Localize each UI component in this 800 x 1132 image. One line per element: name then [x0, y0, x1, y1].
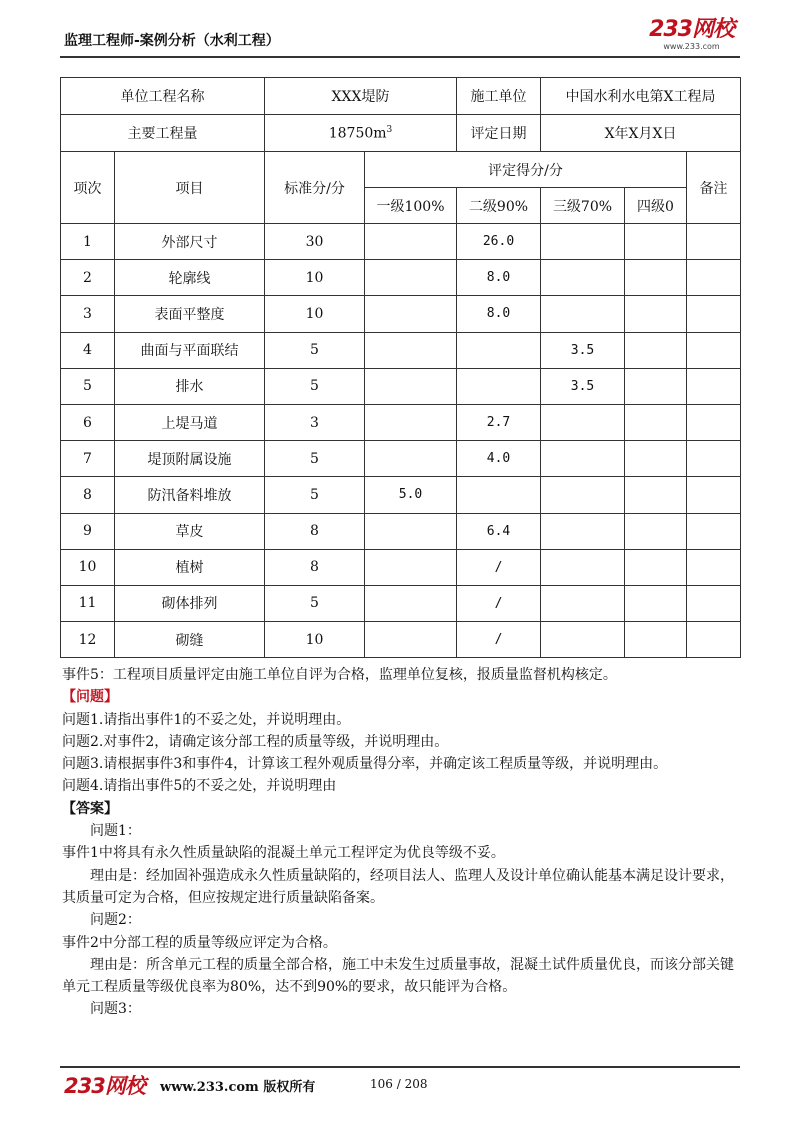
row-grade1-cell — [365, 296, 457, 332]
row-item-cell: 堤顶附属设施 — [115, 441, 265, 477]
row-grade1-cell — [365, 368, 457, 404]
row-grade4-cell — [625, 332, 687, 368]
row-remark-cell — [687, 224, 741, 260]
row-grade1-cell — [365, 441, 457, 477]
contractor-value: 中国水利水电第X工程局 — [541, 78, 741, 115]
row-seq-cell: 4 — [61, 332, 115, 368]
answer-1-reason: 理由是：经加固补强造成永久性质量缺陷的，经项目法人、监理人及设计单位确认能基本满足设计要求，其质量可定为合格，但应按规定进行质量缺陷备案。 — [62, 867, 734, 906]
row-grade4-cell — [625, 368, 687, 404]
row-grade4-cell — [625, 296, 687, 332]
quality-evaluation-table — [60, 77, 741, 658]
row-grade1-cell — [365, 332, 457, 368]
row-grade1-cell — [365, 404, 457, 440]
row-seq-cell: 2 — [61, 260, 115, 296]
col-header-grade1: 一级100% — [365, 188, 457, 224]
row-grade4-cell — [625, 585, 687, 621]
row-grade2-cell: 8.0 — [457, 296, 541, 332]
question-2: 问题2.对事件2，请确定该分部工程的质量等级，并说明理由。 — [62, 733, 449, 750]
row-grade3-cell — [541, 477, 625, 513]
table-row — [61, 477, 741, 513]
row-remark-cell — [687, 477, 741, 513]
row-remark-cell — [687, 404, 741, 440]
col-header-grade3: 三级70% — [541, 188, 625, 224]
row-grade2-cell: 6.4 — [457, 513, 541, 549]
row-grade3-cell — [541, 296, 625, 332]
row-item-cell: 排水 — [115, 368, 265, 404]
question-1: 问题1.请指出事件1的不妥之处，并说明理由。 — [62, 711, 351, 728]
unit-project-name-label: 单位工程名称 — [61, 78, 265, 115]
table-row — [61, 368, 741, 404]
row-grade2-cell: / — [457, 585, 541, 621]
row-seq-cell: 11 — [61, 585, 115, 621]
row-item-cell: 曲面与平面联结 — [115, 332, 265, 368]
row-grade4-cell — [625, 549, 687, 585]
header-row-1 — [61, 152, 741, 188]
answer-heading: 【答案】 — [62, 800, 118, 817]
row-remark-cell — [687, 296, 741, 332]
body-text — [62, 664, 738, 1021]
table-body — [61, 224, 741, 658]
row-grade4-cell — [625, 477, 687, 513]
col-header-remarks: 备注 — [687, 152, 741, 224]
row-grade2-cell: 26.0 — [457, 224, 541, 260]
table-row — [61, 441, 741, 477]
row-item-cell: 草皮 — [115, 513, 265, 549]
row-item-cell: 砌体排列 — [115, 585, 265, 621]
row-item-cell: 轮廓线 — [115, 260, 265, 296]
answer-1-text: 事件1中将具有永久性质量缺陷的混凝土单元工程评定为优良等级不妥。 — [62, 845, 505, 862]
table-row — [61, 549, 741, 585]
row-standard-cell: 10 — [265, 622, 365, 658]
contractor-label: 施工单位 — [457, 78, 541, 115]
footer-logo: 233网校 — [64, 1074, 145, 1098]
table-row — [61, 622, 741, 658]
table-row — [61, 585, 741, 621]
row-remark-cell — [687, 368, 741, 404]
row-grade4-cell — [625, 513, 687, 549]
header-divider — [60, 56, 740, 58]
row-seq-cell: 3 — [61, 296, 115, 332]
logo-url: www.233.com — [663, 42, 720, 51]
unit-project-name-value: XXX堤防 — [265, 78, 457, 115]
row-remark-cell — [687, 260, 741, 296]
info-row-1 — [61, 78, 741, 115]
row-grade3-cell: 3.5 — [541, 332, 625, 368]
row-seq-cell: 7 — [61, 441, 115, 477]
row-grade4-cell — [625, 441, 687, 477]
table-row — [61, 513, 741, 549]
row-grade4-cell — [625, 260, 687, 296]
row-item-cell: 防汛备料堆放 — [115, 477, 265, 513]
row-grade3-cell — [541, 260, 625, 296]
row-grade1-cell — [365, 585, 457, 621]
footer-copyright: www.233.com 版权所有 — [160, 1080, 316, 1095]
row-grade1-cell — [365, 260, 457, 296]
row-grade1-cell: 5.0 — [365, 477, 457, 513]
table-row — [61, 404, 741, 440]
answer-2-reason: 理由是：所含单元工程的质量全部合格，施工中未发生过质量事故，混凝土试件质量优良，而该分部关键单元工程质量等级优良率为80%，达不到90%的要求，故只能评为合格。 — [62, 956, 734, 996]
logo-text: 233网校 — [649, 17, 734, 42]
row-grade3-cell — [541, 441, 625, 477]
row-item-cell: 砌缝 — [115, 622, 265, 658]
question-3: 问题3.请根据事件3和事件4，计算该工程外观质量得分率，并确定该工程质量等级，并说明理由。 — [62, 756, 668, 773]
row-remark-cell — [687, 622, 741, 658]
answer-2-label: 问题2： — [90, 912, 141, 929]
row-standard-cell: 5 — [265, 585, 365, 621]
row-grade1-cell — [365, 513, 457, 549]
row-standard-cell: 5 — [265, 368, 365, 404]
row-standard-cell: 3 — [265, 404, 365, 440]
col-header-item: 项目 — [115, 152, 265, 224]
brand-logo — [649, 18, 734, 51]
row-remark-cell — [687, 513, 741, 549]
row-seq-cell: 8 — [61, 477, 115, 513]
row-item-cell: 植树 — [115, 549, 265, 585]
main-quantity-label: 主要工程量 — [61, 115, 265, 152]
col-header-seq: 项次 — [61, 152, 115, 224]
row-remark-cell — [687, 332, 741, 368]
row-grade3-cell: 3.5 — [541, 368, 625, 404]
col-header-grade2: 二级90% — [457, 188, 541, 224]
info-row-2 — [61, 115, 741, 152]
page-header — [60, 0, 740, 58]
row-standard-cell: 10 — [265, 260, 365, 296]
question-4: 问题4.请指出事件5的不妥之处，并说明理由 — [62, 778, 337, 795]
questions-heading: 【问题】 — [62, 689, 118, 706]
row-grade3-cell — [541, 549, 625, 585]
answer-3-label: 问题3： — [90, 1001, 141, 1018]
row-grade2-cell: 8.0 — [457, 260, 541, 296]
row-seq-cell: 1 — [61, 224, 115, 260]
row-remark-cell — [687, 441, 741, 477]
row-grade3-cell — [541, 513, 625, 549]
row-standard-cell: 10 — [265, 296, 365, 332]
answer-2-text: 事件2中分部工程的质量等级应评定为合格。 — [62, 934, 337, 951]
evaluation-date-label: 评定日期 — [457, 115, 541, 152]
row-grade2-cell: / — [457, 622, 541, 658]
row-grade1-cell — [365, 224, 457, 260]
row-standard-cell: 5 — [265, 477, 365, 513]
row-item-cell: 上堤马道 — [115, 404, 265, 440]
row-grade1-cell — [365, 622, 457, 658]
col-header-standard: 标准分/分 — [265, 152, 365, 224]
row-grade2-cell — [457, 368, 541, 404]
row-grade3-cell — [541, 585, 625, 621]
row-grade2-cell: 2.7 — [457, 404, 541, 440]
row-grade3-cell — [541, 404, 625, 440]
row-grade4-cell — [625, 224, 687, 260]
row-standard-cell: 30 — [265, 224, 365, 260]
row-grade4-cell — [625, 622, 687, 658]
row-grade2-cell — [457, 332, 541, 368]
row-item-cell: 表面平整度 — [115, 296, 265, 332]
row-seq-cell: 5 — [61, 368, 115, 404]
row-grade4-cell — [625, 404, 687, 440]
row-standard-cell: 8 — [265, 549, 365, 585]
row-seq-cell: 6 — [61, 404, 115, 440]
row-seq-cell: 12 — [61, 622, 115, 658]
page-number: 106 / 208 — [370, 1077, 428, 1091]
table-row — [61, 260, 741, 296]
table-row — [61, 332, 741, 368]
row-grade2-cell — [457, 477, 541, 513]
row-standard-cell: 5 — [265, 441, 365, 477]
main-quantity-value: $18750m^3$ — [265, 115, 457, 152]
row-standard-cell: 8 — [265, 513, 365, 549]
row-grade3-cell — [541, 622, 625, 658]
row-seq-cell: 10 — [61, 549, 115, 585]
col-header-grade4: 四级0 — [625, 188, 687, 224]
row-item-cell: 外部尺寸 — [115, 224, 265, 260]
col-header-score-group: 评定得分/分 — [365, 152, 687, 188]
row-grade2-cell: 4.0 — [457, 441, 541, 477]
evaluation-date-value: X年X月X日 — [541, 115, 741, 152]
answer-1-label: 问题1： — [90, 823, 141, 840]
table-row — [61, 224, 741, 260]
row-grade1-cell — [365, 549, 457, 585]
event5-paragraph: 事件5：工程项目质量评定由施工单位自评为合格，监理单位复核，报质量监督机构核定。 — [62, 667, 617, 683]
row-seq-cell: 9 — [61, 513, 115, 549]
row-grade3-cell — [541, 224, 625, 260]
header-title: 监理工程师-案例分析（水利工程） — [64, 33, 280, 49]
row-standard-cell: 5 — [265, 332, 365, 368]
footer-divider — [60, 1066, 740, 1068]
table-row — [61, 296, 741, 332]
row-grade2-cell: / — [457, 549, 541, 585]
row-remark-cell — [687, 585, 741, 621]
row-remark-cell — [687, 549, 741, 585]
